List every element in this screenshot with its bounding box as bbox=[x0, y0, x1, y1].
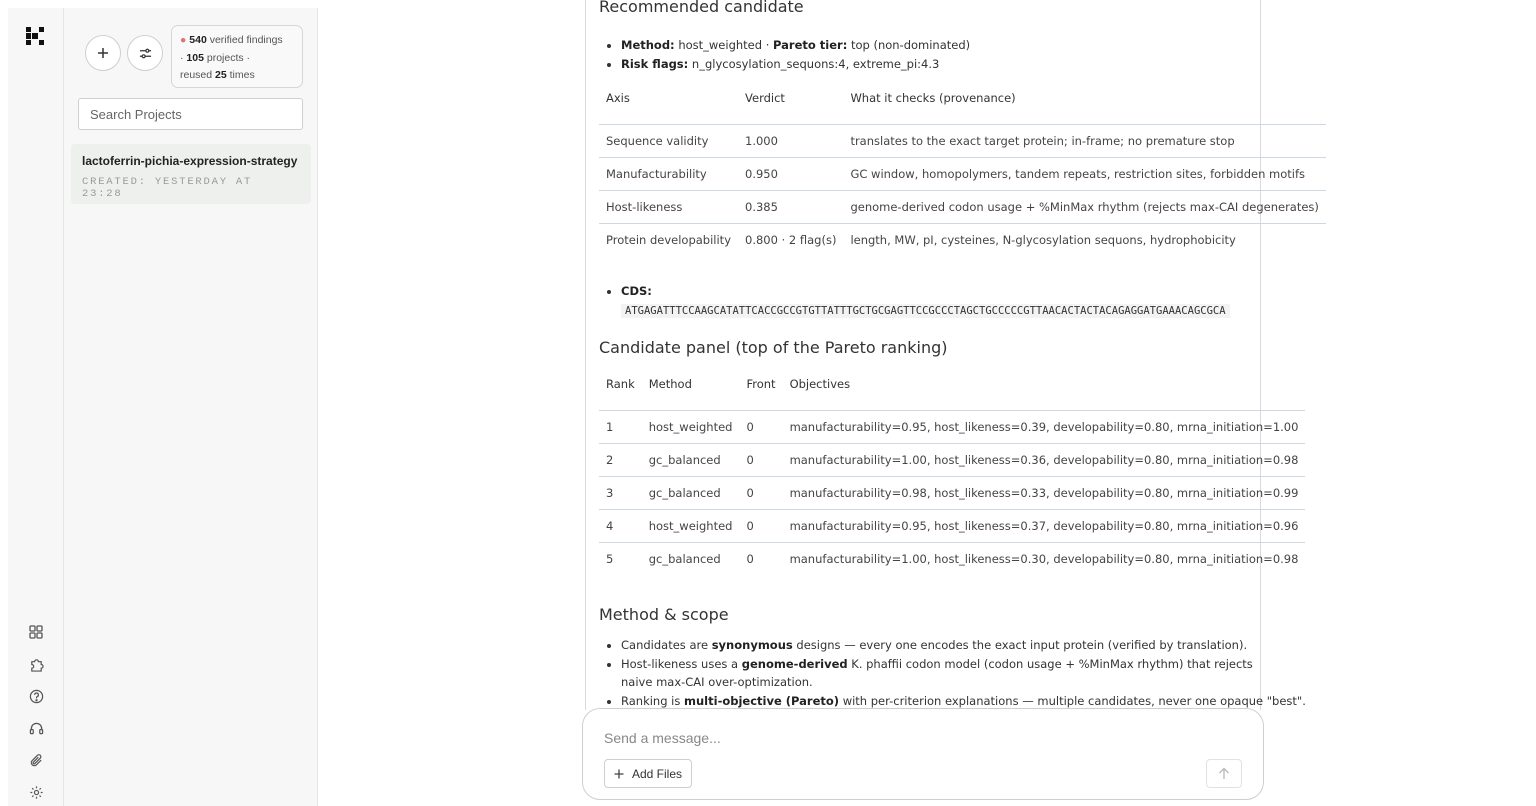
help-icon[interactable] bbox=[25, 685, 47, 707]
col-verdict: Verdict bbox=[738, 84, 843, 124]
settings-icon[interactable] bbox=[25, 781, 47, 803]
cell-rank: 4 bbox=[599, 509, 642, 542]
cell-rank: 3 bbox=[599, 476, 642, 509]
headset-icon[interactable] bbox=[25, 717, 47, 739]
cell-rank: 5 bbox=[606, 551, 614, 566]
search-placeholder: Search Projects bbox=[90, 106, 182, 122]
reused-count: 25 bbox=[215, 69, 227, 81]
reused-suffix: times bbox=[229, 69, 255, 81]
scope-text: Host-likeness uses a bbox=[621, 656, 739, 671]
method-value: host_weighted · bbox=[678, 38, 770, 52]
cell-verdict: 0.800 · 2 flag(s) bbox=[745, 232, 837, 247]
scope-item bbox=[621, 636, 1261, 655]
cell-provenance: length, MW, pI, cysteines, N-glycosylation sequons, hydrophobicity bbox=[850, 232, 1236, 247]
cell-verdict: 1.000 bbox=[738, 124, 843, 157]
send-button[interactable] bbox=[1206, 759, 1242, 788]
table-row bbox=[599, 509, 1305, 542]
cell-front: 0 bbox=[746, 551, 754, 566]
table-row bbox=[599, 542, 1305, 575]
stats-card: ● 540 verified findings · 105 projects · reused 25 times bbox=[171, 25, 303, 88]
cds-sequence: ATGAGATTTCCAAGCATATTCACCGCCGTGTTATTTGCTGCGAGTTCCGCCCTAGCTGCCCCCGTTAACACTACTACAGAGGATGAAACAGCGCA bbox=[621, 304, 1230, 318]
project-created: CREATED: YESTERDAY AT 23:28 bbox=[82, 176, 253, 200]
table-header-row bbox=[599, 84, 1326, 124]
cell-method: gc_balanced bbox=[648, 551, 721, 566]
cell-method: host_weighted bbox=[642, 509, 740, 542]
col-method: Method bbox=[642, 370, 740, 410]
cell-rank: 2 bbox=[599, 443, 642, 476]
table-row bbox=[599, 124, 1326, 157]
tier-value: top (non-dominated) bbox=[850, 38, 971, 52]
cell-objectives: manufacturability=1.00, host_likeness=0.30, developability=0.80, mrna_initiation=0.98 bbox=[789, 551, 1299, 566]
table-row bbox=[599, 443, 1305, 476]
puzzle-icon[interactable] bbox=[25, 653, 47, 675]
search-projects-input[interactable] bbox=[78, 98, 303, 130]
cell-axis: Manufacturability bbox=[599, 157, 738, 190]
arrow-up-icon bbox=[1218, 767, 1230, 780]
table-row bbox=[599, 157, 1326, 190]
cell-provenance: GC window, homopolymers, tandem repeats, restriction sites, forbidden motifs bbox=[843, 157, 1325, 190]
scope-text: Ranking is bbox=[621, 693, 681, 708]
method-line bbox=[621, 36, 1261, 55]
scope-bold: genome-derived bbox=[741, 656, 848, 671]
cell-method: gc_balanced bbox=[642, 443, 740, 476]
table-row bbox=[599, 410, 1305, 443]
plus-icon bbox=[614, 769, 624, 779]
risk-label: Risk flags: bbox=[621, 56, 689, 71]
cell-verdict: 0.950 bbox=[738, 157, 843, 190]
cell-axis: Host-likeness bbox=[599, 190, 738, 223]
scope-bold: synonymous bbox=[711, 638, 793, 652]
grid-icon[interactable] bbox=[25, 621, 47, 643]
scope-text: Candidates are bbox=[621, 638, 709, 652]
risk-value: n_glycosylation_sequons:4, extreme_pi:4.3 bbox=[691, 56, 940, 71]
table-row bbox=[599, 223, 1326, 256]
findings-label: verified findings bbox=[209, 34, 283, 46]
cell-verdict: 0.385 bbox=[738, 190, 843, 223]
scope-heading: Method & scope bbox=[599, 605, 729, 624]
new-project-button[interactable] bbox=[85, 35, 121, 71]
add-files-label: Add Files bbox=[631, 766, 683, 781]
chat-area bbox=[318, 0, 1530, 708]
findings-count: 540 bbox=[189, 34, 207, 46]
axis-table bbox=[599, 84, 1326, 256]
candidate-table bbox=[599, 370, 1305, 575]
projects-count: 105 bbox=[186, 51, 204, 64]
scope-text: K. phaffii codon model (codon usage + %MinMax rhythm) that rejects naive max-CAI over-optimization. bbox=[621, 656, 1253, 689]
col-provenance: What it checks (provenance) bbox=[843, 84, 1325, 124]
cell-objectives: manufacturability=0.95, host_likeness=0.37, developability=0.80, mrna_initiation=0.96 bbox=[783, 509, 1306, 542]
cell-axis: Protein developability bbox=[606, 232, 732, 247]
add-files-button[interactable] bbox=[604, 759, 692, 788]
cell-provenance: translates to the exact target protein; in-frame; no premature stop bbox=[843, 124, 1325, 157]
cds-line bbox=[621, 282, 1261, 320]
method-label: Method: bbox=[621, 38, 675, 52]
scope-item bbox=[621, 655, 1261, 692]
cell-front: 0 bbox=[739, 476, 782, 509]
cell-method: gc_balanced bbox=[642, 476, 740, 509]
table-header-row bbox=[599, 370, 1305, 410]
scope-bold: multi-objective (Pareto) bbox=[684, 693, 840, 708]
panel-heading: Candidate panel (top of the Pareto ranking) bbox=[599, 338, 948, 357]
col-rank: Rank bbox=[599, 370, 642, 410]
logo-icon[interactable] bbox=[26, 27, 44, 45]
cell-provenance: genome-derived codon usage + %MinMax rhythm (rejects max-CAI degenerates) bbox=[843, 190, 1325, 223]
projects-sidebar bbox=[64, 8, 318, 806]
col-front: Front bbox=[739, 370, 782, 410]
cell-rank: 1 bbox=[599, 410, 642, 443]
table-row bbox=[599, 476, 1305, 509]
brain-icon: ● bbox=[180, 34, 187, 46]
cell-objectives: manufacturability=1.00, host_likeness=0.36, developability=0.80, mrna_initiation=0.98 bbox=[783, 443, 1306, 476]
cell-front: 0 bbox=[739, 443, 782, 476]
message-input[interactable]: Send a message... bbox=[604, 730, 721, 746]
report-document bbox=[585, 0, 1319, 710]
scope-text: designs — every one encodes the exact input protein (verified by translation). bbox=[796, 638, 1248, 652]
tier-label: Pareto tier: bbox=[773, 38, 848, 52]
scope-text: with per-criterion explanations — multiple candidates, never one opaque "best". bbox=[842, 693, 1306, 708]
scope-list bbox=[621, 636, 1306, 710]
project-name: lactoferrin-pichia-expression-strategy bbox=[82, 154, 298, 168]
risk-line bbox=[621, 55, 1261, 74]
project-item[interactable] bbox=[71, 144, 311, 204]
col-objectives: Objectives bbox=[783, 370, 1306, 410]
cds-label: CDS: bbox=[621, 284, 652, 298]
cell-method: host_weighted bbox=[642, 410, 740, 443]
cell-front: 0 bbox=[739, 410, 782, 443]
recommended-heading: Recommended candidate bbox=[599, 0, 804, 16]
recommended-list bbox=[621, 36, 1261, 73]
cell-objectives: manufacturability=0.98, host_likeness=0.33, developability=0.80, mrna_initiation=0.99 bbox=[783, 476, 1306, 509]
cds-list bbox=[621, 282, 1261, 320]
filter-button[interactable] bbox=[127, 35, 163, 71]
cell-front: 0 bbox=[739, 509, 782, 542]
message-composer bbox=[582, 708, 1264, 800]
paperclip-icon[interactable] bbox=[25, 749, 47, 771]
reused-prefix: reused bbox=[180, 69, 213, 81]
table-row bbox=[599, 190, 1326, 223]
projects-label: projects bbox=[206, 51, 244, 64]
icon-rail bbox=[8, 8, 64, 806]
cell-objectives: manufacturability=0.95, host_likeness=0.39, developability=0.80, mrna_initiation=1.00 bbox=[783, 410, 1306, 443]
col-axis: Axis bbox=[599, 84, 738, 124]
cell-axis: Sequence validity bbox=[599, 124, 738, 157]
